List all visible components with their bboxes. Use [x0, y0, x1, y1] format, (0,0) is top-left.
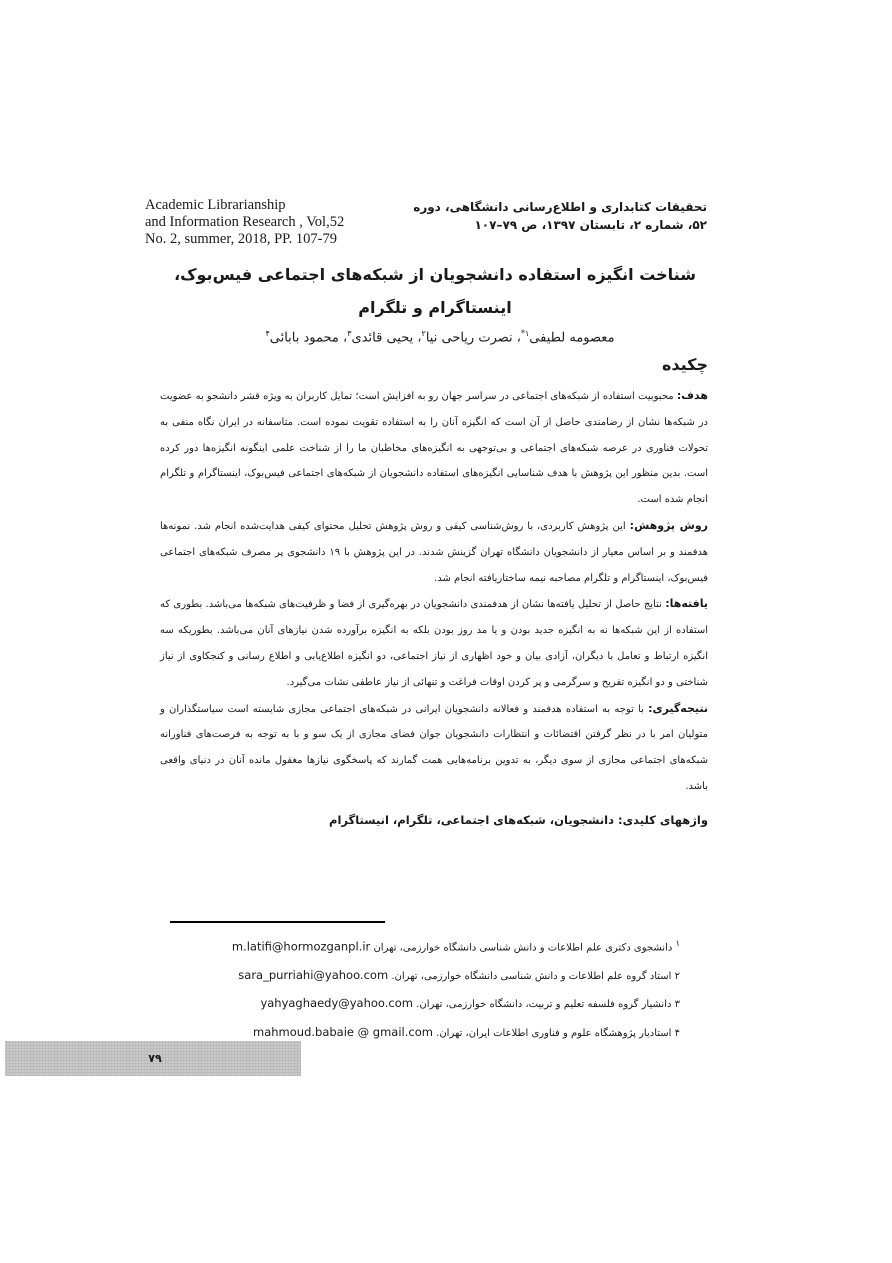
persian-journal-header: [413, 198, 707, 234]
footnote-email: m.latifi@hormozganpl.ir: [231, 939, 371, 954]
abstract-body: [160, 383, 708, 800]
section-label: روش پژوهش:: [629, 518, 708, 532]
author-affiliation-mark: ۲: [421, 329, 426, 338]
english-header-line: and Information Research , Vol,52: [145, 214, 345, 230]
abstract-section-findings: [160, 591, 708, 695]
author-affiliation-mark: ۳: [347, 329, 352, 338]
section-text: با توجه به استفاده هدفمند و فعالانه دانشجویان ایرانی در شبکه‌های اجتماعی مجازی شایسته است سیاستگذاران و متولیان امر با در نظر گرفتن اقتضائات و انتظارات دانشجویان جوان فضای مجازی از یک سو و با به توجه به فرصت‌های فناورانه شبکه‌های اجتماعی مجازی از سوی دیگر، به تدوین برنامه‌هایی همت گمارند که پاسخگوی نیازها مغفول مانده آنان در دنیای واقعی باشد.: [160, 703, 708, 792]
paper-title: شناخت انگیزه استفاده دانشجویان از شبکه‌های اجتماعی فیس‌بوک، اینستاگرام و تلگرام: [174, 265, 696, 317]
footnote-number: ۴: [674, 1027, 680, 1039]
author-list: معصومه لطیفی$^{۱*}$، نصرت ریاحی نیا$^۲$، یحیی قائدی$^۳$، محمود بابائی$^۴$: [265, 329, 615, 346]
persian-header-line: ۵۲، شماره ۲، تابستان ۱۳۹۷، ص ۷۹–۱۰۷: [474, 218, 707, 232]
author-name: معصومه لطیفی: [529, 330, 615, 346]
abstract-section-method: [160, 513, 708, 591]
footnote-text: دانشیار گروه فلسفه تعلیم و تربیت، دانشگاه خوارزمی، تهران.: [416, 999, 672, 1011]
footnote-item: [200, 930, 680, 962]
section-text: این پژوهش کاربردی، با روش‌شناسی کیفی و روش پژوهش تحلیل محتوای کیفی هدایت‌شده انجام شد. نمونه‌ها هدفمند و بر اساس معیار از دانشجویان دانشگاه تهران گزینش شدند. در این پژوهش با ۱۹ دانشجوی پر مصرف شبکه‌های اجتماعی فیس‌بوک، اینستاگرام و تلگرام مصاحبه نیمه ساختاریافته انجام شد.: [160, 520, 708, 584]
footnote-email: sara_purriahi@yahoo.com: [238, 967, 389, 982]
english-journal-header: [145, 197, 385, 248]
author-affiliation-mark: ۱*: [520, 329, 530, 338]
section-label: یافته‌ها:: [665, 597, 708, 611]
abstract-section-objective: [160, 383, 708, 513]
section-text: محبوبیت استفاده از شبکه‌های اجتماعی در سراسر جهان رو به افزایش است؛ تمایل کاربران به ویژه قشر دانشجو به عضویت در شبکه‌ها نشان از رضامندی حاصل از آن است که انگیزه آنان را به استفاده تقویت نموده است. متاسفانه در ایران نگاه منفی به تحولات فناوری در عرصه شبکه‌های اجتماعی و بی‌توجهی به انگیزه‌های مخاطبان ما را از شناخت علمی اینگونه انگیزه‌ها دور کرده است. بدین منظور این پژوهش با هدف شناسایی انگیزه‌های استفاده دانشجویان از شبکه‌های اجتماعی فیس‌بوک، اینستاگرام و تلگرام انجام شده است.: [160, 391, 708, 506]
abstract-section-conclusion: [160, 696, 708, 800]
footnote-text: استاد گروه علم اطلاعات و دانش شناسی دانشگاه خوارزمی، تهران.: [391, 970, 672, 982]
page-number: ۷۹: [148, 1052, 162, 1065]
footnote-item: [200, 962, 680, 991]
footnote-item: [200, 990, 680, 1019]
persian-header-line: تحقیقات کتابداری و اطلاع‌رسانی دانشگاهی، دوره: [413, 200, 707, 214]
footnote-divider: [170, 921, 385, 923]
author-name: محمود بابائی: [269, 330, 339, 346]
footnote-email: yahyaghaedy@yahoo.com: [260, 996, 413, 1011]
section-label: هدف:: [676, 389, 709, 402]
footnote-text: استادیار پژوهشگاه علوم و فناوری اطلاعات ایران، تهران.: [436, 1027, 672, 1039]
author-name: یحیی قائدی: [351, 330, 414, 346]
english-header-line: Academic Librarianship: [145, 197, 286, 213]
footnote-number: ۳: [674, 999, 680, 1011]
abstract-heading: چکیده: [661, 355, 708, 374]
author-affiliation-mark: ۴: [265, 329, 270, 338]
footnote-text: دانشجوی دکتری علم اطلاعات و دانش شناسی دانشگاه خوارزمی، تهران: [373, 942, 673, 954]
footnote-number: ۱: [675, 938, 680, 948]
section-label: نتیجه‌گیری:: [648, 701, 709, 715]
author-name: نصرت ریاحی نیا: [425, 330, 513, 346]
keywords: واژههای کلیدی: دانشجویان، شبکه‌های اجتماعی، تلگرام، انیستاگرام: [329, 813, 708, 827]
footnote-email: mahmoud.babaie @ gmail.com: [253, 1024, 433, 1039]
footnotes: [200, 930, 680, 1047]
footnote-number: ۲: [674, 970, 680, 982]
section-text: نتایج حاصل از تحلیل یافته‌ها نشان از هدفمندی دانشجویان در بهره‌گیری از فضا و ظرفیت‌های شبکه‌ها می‌باشد. بطوری که استفاده از این شبکه‌ها نه به انگیزه جدید بودن و یا مد روز بودن بلکه به انگیزه برآورده شدن نیازهای آنان می‌باشد. بطوریکه سه انگیزه ارتباط و تعامل با دیگران، آزادی بیان و خود اظهاری از نیاز اجتماعی، دو انگیزه اطلاع‌یابی و اطلاع رسانی و کنجکاوی از نیاز شناختی و دو انگیزه تفریح و سرگرمی و پر کردن اوقات فراغت و تنهائی از نیاز عاطفی نشات می‌گیرد.: [160, 599, 708, 688]
english-header-line: No. 2, summer, 2018, PP. 107-79: [145, 231, 337, 247]
